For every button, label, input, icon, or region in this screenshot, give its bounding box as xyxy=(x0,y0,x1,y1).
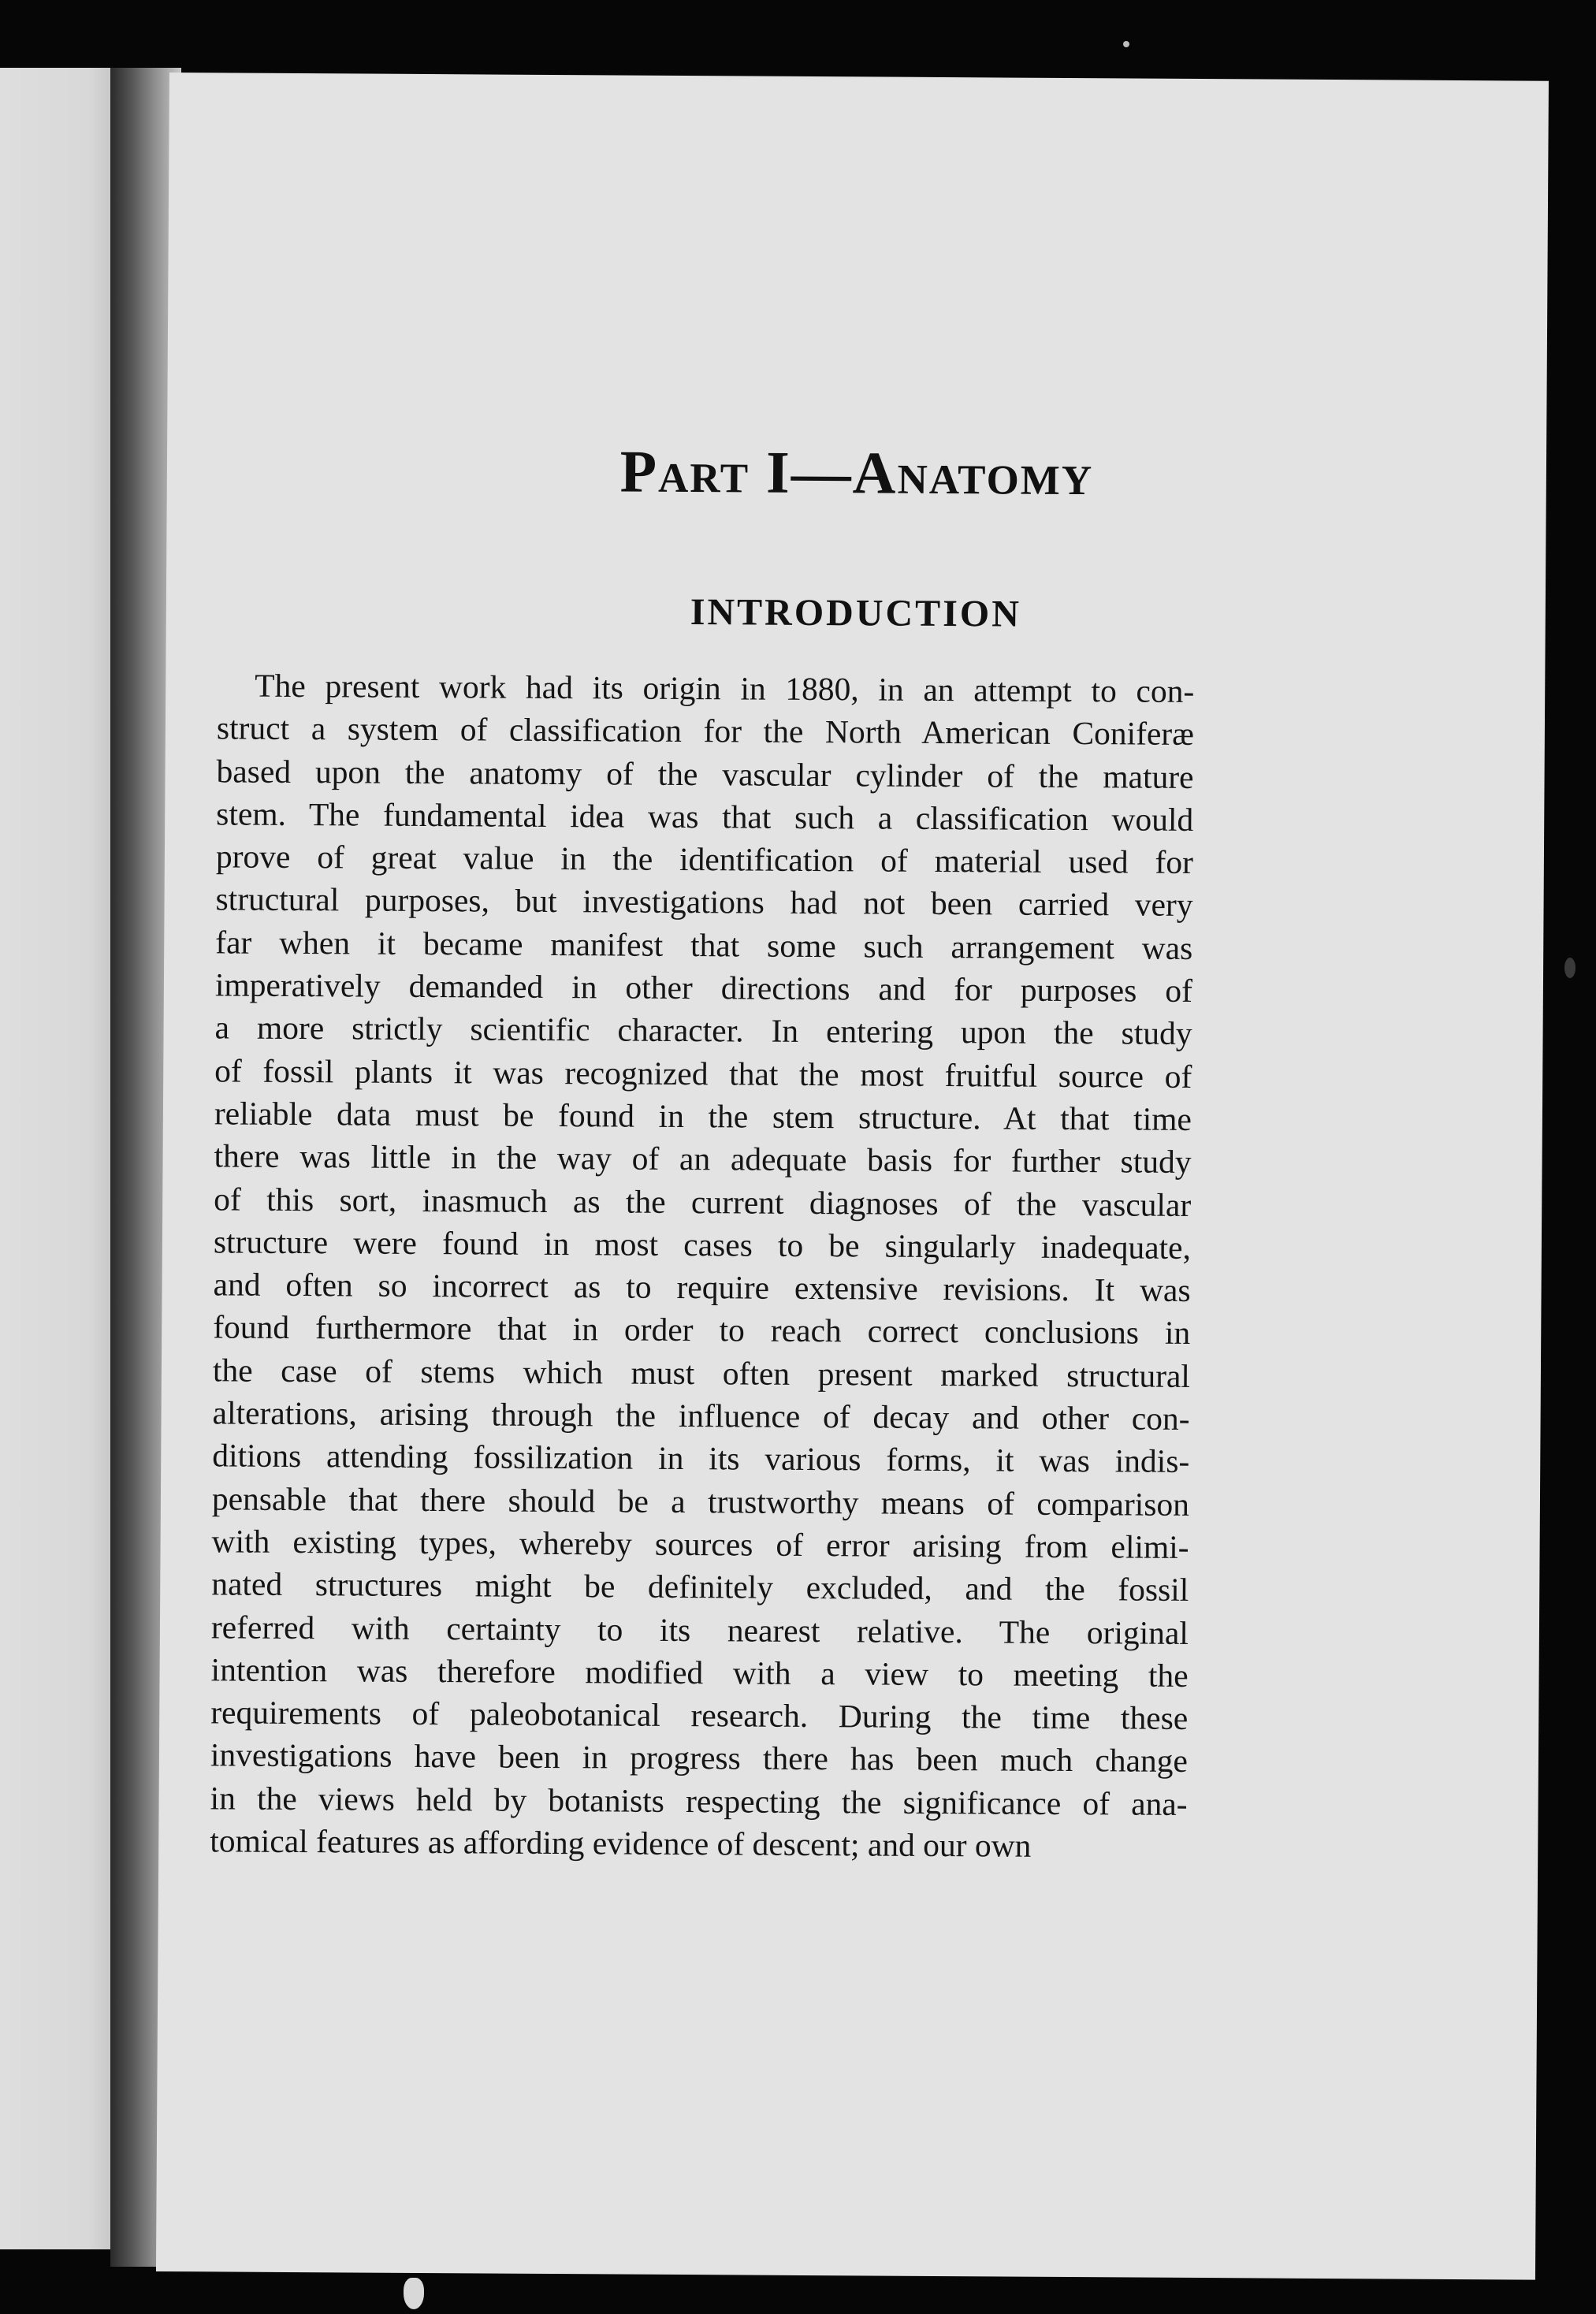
body-paragraph xyxy=(210,664,1194,1868)
text-line: in the views held by botanists respecting the significance of ana- xyxy=(210,1780,1188,1822)
text-line: tomical features as affording evidence of descent; and our own xyxy=(210,1822,1032,1864)
text-line: of fossil plants it was recognized that the most fruitful source of xyxy=(214,1052,1192,1095)
text-line: imperatively demanded in other directions and for purposes of xyxy=(214,966,1193,1010)
text-line: investigations have been in progress there has been much change xyxy=(210,1736,1189,1780)
text-line: nated structures might be definitely excluded, and the fossil xyxy=(211,1565,1189,1609)
text-line: The present work had its origin in 1880, in an attempt to con- xyxy=(255,667,1195,709)
text-line: and often so incorrect as to require extensive revisions. It was xyxy=(213,1266,1191,1309)
text-line: found furthermore that in order to reach correct conclusions in xyxy=(213,1308,1191,1352)
text-line: with existing types, whereby sources of error arising from elimi- xyxy=(211,1523,1189,1565)
text-line: of this sort, inasmuch as the current diagnoses of the vascular xyxy=(214,1180,1192,1223)
text-line: ditions attending fossilization in its various forms, it was indis- xyxy=(212,1437,1190,1480)
text-line: based upon the anatomy of the vascular cylinder of the mature xyxy=(216,752,1194,795)
text-line: alterations, arising through the influence of decay and other con- xyxy=(212,1394,1190,1437)
text-line: prove of great value in the identification of material used for xyxy=(215,838,1194,881)
text-line: reliable data must be found in the stem structure. At that time xyxy=(214,1095,1192,1137)
text-line: structural purposes, but investigations had not been carried very xyxy=(215,880,1193,924)
scan-speck xyxy=(1564,958,1576,978)
text-line: referred with certainty to its nearest relative. The original xyxy=(210,1608,1189,1651)
scan-speck xyxy=(1123,41,1129,47)
text-line: requirements of paleobotanical research. During the time these xyxy=(210,1694,1189,1737)
text-line: a more strictly scientific character. In entering upon the study xyxy=(214,1009,1192,1052)
text-line: pensable that there should be a trustworthy means of comparison xyxy=(211,1480,1190,1523)
text-line: the case of stems which must often present marked structural xyxy=(212,1352,1191,1394)
text-line: structure were found in most cases to be singularly inadequate, xyxy=(213,1223,1192,1266)
facing-page xyxy=(0,68,126,2249)
section-heading: INTRODUCTION xyxy=(690,591,1022,635)
text-line: there was little in the way of an adequate basis for further study xyxy=(214,1137,1192,1181)
text-line: struct a system of classification for the North American Coniferæ xyxy=(216,709,1195,753)
text-line: far when it became manifest that some such arrangement was xyxy=(215,924,1193,966)
scan-artifact xyxy=(404,2278,424,2309)
text-line: intention was therefore modified with a view to meeting the xyxy=(210,1651,1189,1694)
book-page xyxy=(156,73,1549,2280)
part-title: Part I—Anatomy xyxy=(619,438,1094,508)
text-line: stem. The fundamental idea was that such a classification would xyxy=(216,795,1194,838)
